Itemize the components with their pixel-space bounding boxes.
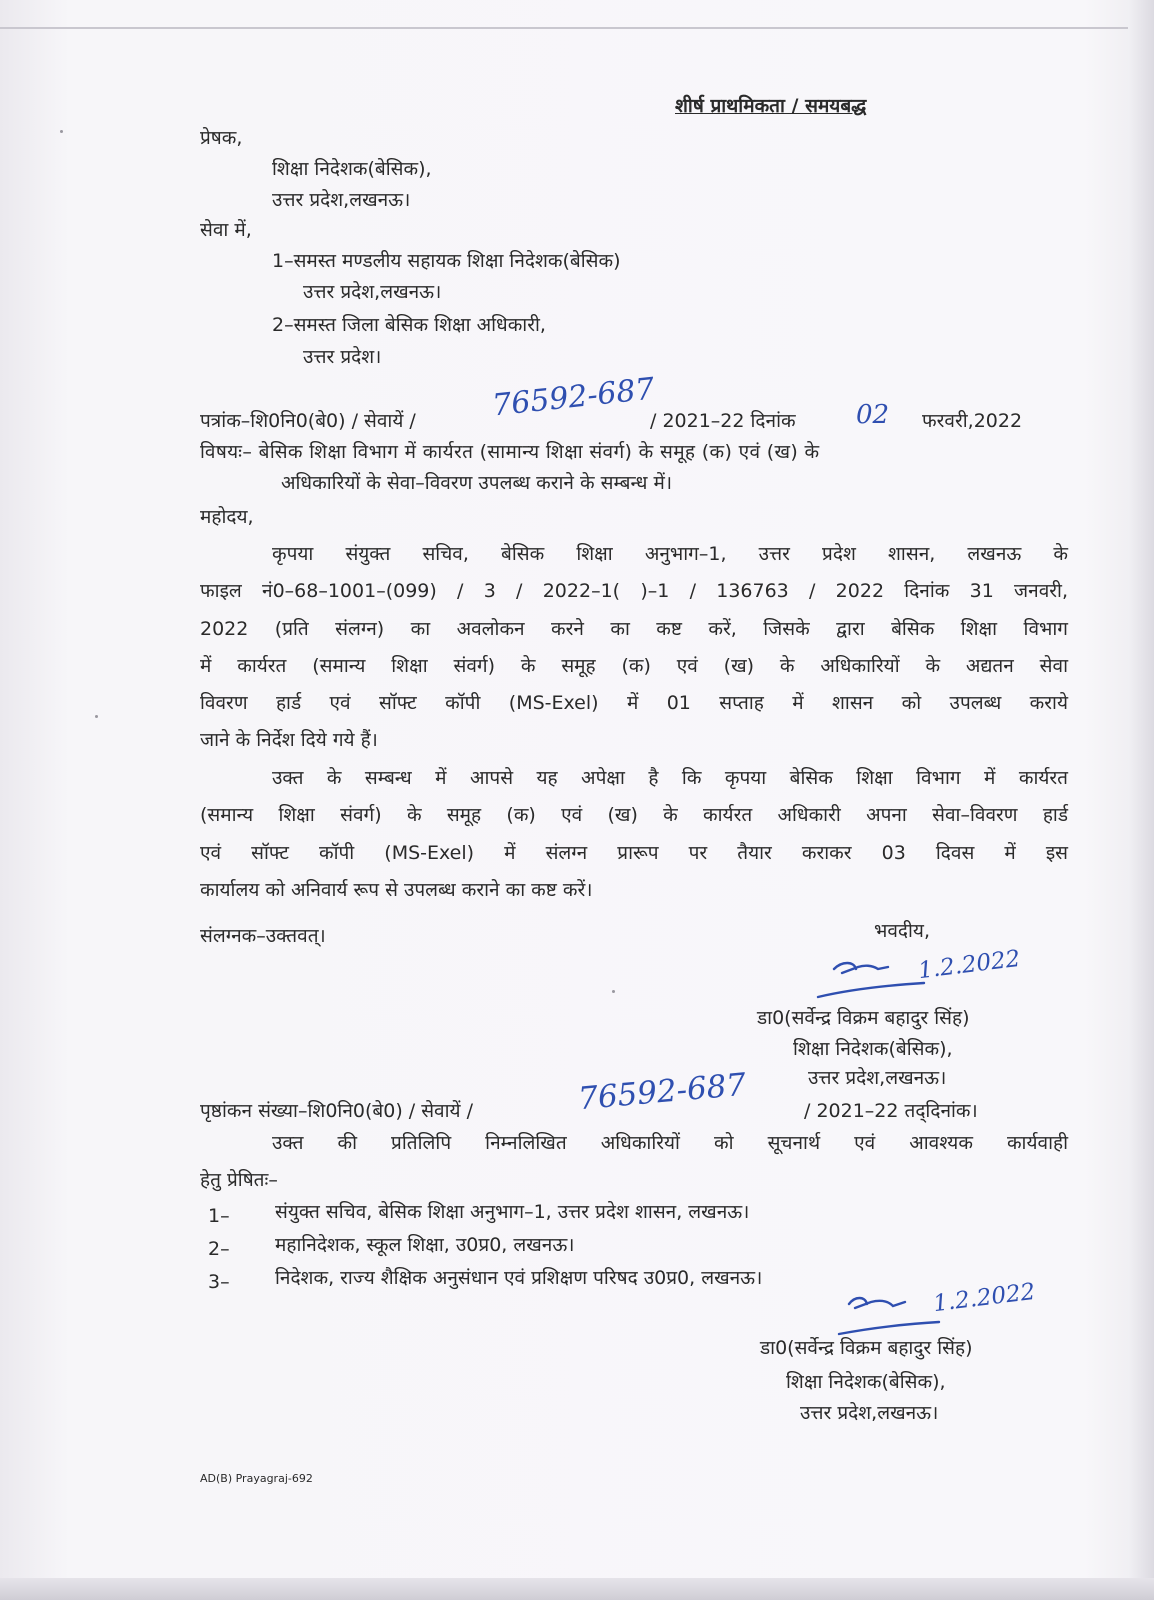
letter-month-year: फरवरी,2022 xyxy=(922,410,1023,432)
scan-speck xyxy=(60,130,63,133)
endorsement-intro xyxy=(200,1125,1068,1200)
salutation: महोदय, xyxy=(200,506,254,528)
copy-item-number: 2– xyxy=(208,1238,230,1260)
letter-ref-prefix: पत्रांक–शि0नि0(बे0) / सेवायें / xyxy=(200,410,416,432)
footer-code: AD(B) Prayagraj-692 xyxy=(200,1472,313,1485)
recipients-label: सेवा में, xyxy=(200,219,252,241)
signature-2-mark xyxy=(835,1290,945,1342)
signature-2-designation: शिक्षा निदेशक(बेसिक), xyxy=(786,1371,946,1393)
paragraph-1-line: जाने के निर्देश दिये गये हैं। xyxy=(200,729,378,752)
enclosure-note: संलग्नक–उक्तवत्। xyxy=(200,925,326,947)
recipient-2-place: उत्तर प्रदेश। xyxy=(303,346,382,368)
signature-1-mark xyxy=(812,955,932,1005)
letter-year-date-label: / 2021–22 दिनांक xyxy=(650,410,796,432)
copy-item-text: संयुक्त सचिव, बेसिक शिक्षा अनुभाग–1, उत्तर प्रदेश शासन, लखनऊ। xyxy=(275,1201,750,1223)
copy-item-number: 3– xyxy=(208,1271,230,1293)
paragraph-2-line: (समान्य शिक्षा संवर्ग) के समूह (क) एवं (ख) के कार्यरत अधिकारी अपना सेवा–विवरण हार्ड xyxy=(200,804,1068,827)
signature-2-place: उत्तर प्रदेश,लखनऊ। xyxy=(800,1402,939,1424)
copy-item-number: 1– xyxy=(208,1205,230,1227)
scan-top-edge xyxy=(0,27,1154,29)
paragraph-1-line: कृपया संयुक्त सचिव, बेसिक शिक्षा अनुभाग–1, उत्तर प्रदेश शासन, लखनऊ के xyxy=(272,543,1068,565)
paragraph-1-line: फाइल नं0–68–1001–(099) / 3 / 2022–1( )–1 / 136763 / 2022 दिनांक 31 जनवरी, xyxy=(200,580,1068,603)
sender-label: प्रेषक, xyxy=(200,127,243,149)
signature-2-name: डा0(सर्वेन्द्र विक्रम बहादुर सिंह) xyxy=(760,1337,973,1359)
paragraph-1-line: में कार्यरत (समान्य शिक्षा संवर्ग) के समूह (क) एवं (ख) के अधिकारियों के अद्यतन सेवा xyxy=(200,654,1068,677)
signature-2-date: 1.2.2022 xyxy=(931,1278,1037,1318)
recipient-2: 2–समस्त जिला बेसिक शिक्षा अधिकारी, xyxy=(272,314,546,336)
copy-item-text: महानिदेशक, स्कूल शिक्षा, उ0प्र0, लखनऊ। xyxy=(275,1234,575,1256)
handwritten-letter-day: 02 xyxy=(856,400,890,430)
sender-designation: शिक्षा निदेशक(बेसिक), xyxy=(272,158,432,180)
copy-item-text: निदेशक, राज्य शैक्षिक अनुसंधान एवं प्रशिक्षण परिषद उ0प्र0, लखनऊ। xyxy=(275,1267,763,1289)
endorsement-handwritten-number: 76592-687 xyxy=(576,1066,748,1118)
recipient-1-place: उत्तर प्रदेश,लखनऊ। xyxy=(303,281,442,303)
paragraph-1-line: 2022 (प्रति संलग्न) का अवलोकन करने का कष्ट करें, जिसके द्वारा बेसिक शिक्षा विभाग xyxy=(200,617,1068,640)
handwritten-letter-number: 76592-687 xyxy=(490,371,657,424)
scan-right-edge xyxy=(1128,0,1154,1600)
subject-line-1: विषयः– बेसिक शिक्षा विभाग में कार्यरत (सामान्य शिक्षा संवर्ग) के समूह (क) एवं (ख) के xyxy=(200,441,820,463)
scan-speck xyxy=(612,990,615,993)
paragraph-1 xyxy=(200,536,1068,760)
recipient-1: 1–समस्त मण्डलीय सहायक शिक्षा निदेशक(बेसिक) xyxy=(272,250,621,272)
subject-line-2: अधिकारियों के सेवा–विवरण उपलब्ध कराने के सम्बन्ध में। xyxy=(281,472,673,494)
scan-bottom-edge xyxy=(0,1578,1154,1600)
endorsement-suffix: / 2021–22 तद्‌दिनांक। xyxy=(804,1100,978,1122)
scan-speck xyxy=(95,715,98,718)
endorsement-intro-line: हेतु प्रेषितः– xyxy=(200,1169,278,1192)
paragraph-2 xyxy=(200,760,1068,909)
signature-1-date: 1.2.2022 xyxy=(916,945,1022,985)
paragraph-2-line: उक्त के सम्बन्ध में आपसे यह अपेक्षा है कि कृपया बेसिक शिक्षा विभाग में कार्यरत xyxy=(272,767,1068,789)
endorsement-prefix: पृष्ठांकन संख्या–शि0नि0(बे0) / सेवायें / xyxy=(200,1100,473,1122)
paragraph-1-line: विवरण हार्ड एवं सॉफ्ट कॉपी (MS-Exel) में 01 सप्ताह में शासन को उपलब्ध कराये xyxy=(200,692,1068,715)
priority-heading: शीर्ष प्राथमिकता / समयबद्ध xyxy=(675,95,867,117)
signature-1-designation: शिक्षा निदेशक(बेसिक), xyxy=(793,1038,953,1060)
signature-1-place: उत्तर प्रदेश,लखनऊ। xyxy=(808,1067,947,1089)
paragraph-2-line: कार्यालय को अनिवार्य रूप से उपलब्ध कराने का कष्ट करें। xyxy=(200,878,593,901)
signature-1-name: डा0(सर्वेन्द्र विक्रम बहादुर सिंह) xyxy=(757,1007,970,1029)
sender-place: उत्तर प्रदेश,लखनऊ। xyxy=(272,189,411,211)
closing-word: भवदीय, xyxy=(874,920,930,942)
paragraph-2-line: एवं सॉफ्ट कॉपी (MS-Exel) में संलग्न प्रारूप पर तैयार कराकर 03 दिवस में इस xyxy=(200,841,1068,864)
endorsement-intro-line: उक्त की प्रतिलिपि निम्नलिखित अधिकारियों को सूचनार्थ एवं आवश्यक कार्यवाही xyxy=(272,1132,1068,1154)
